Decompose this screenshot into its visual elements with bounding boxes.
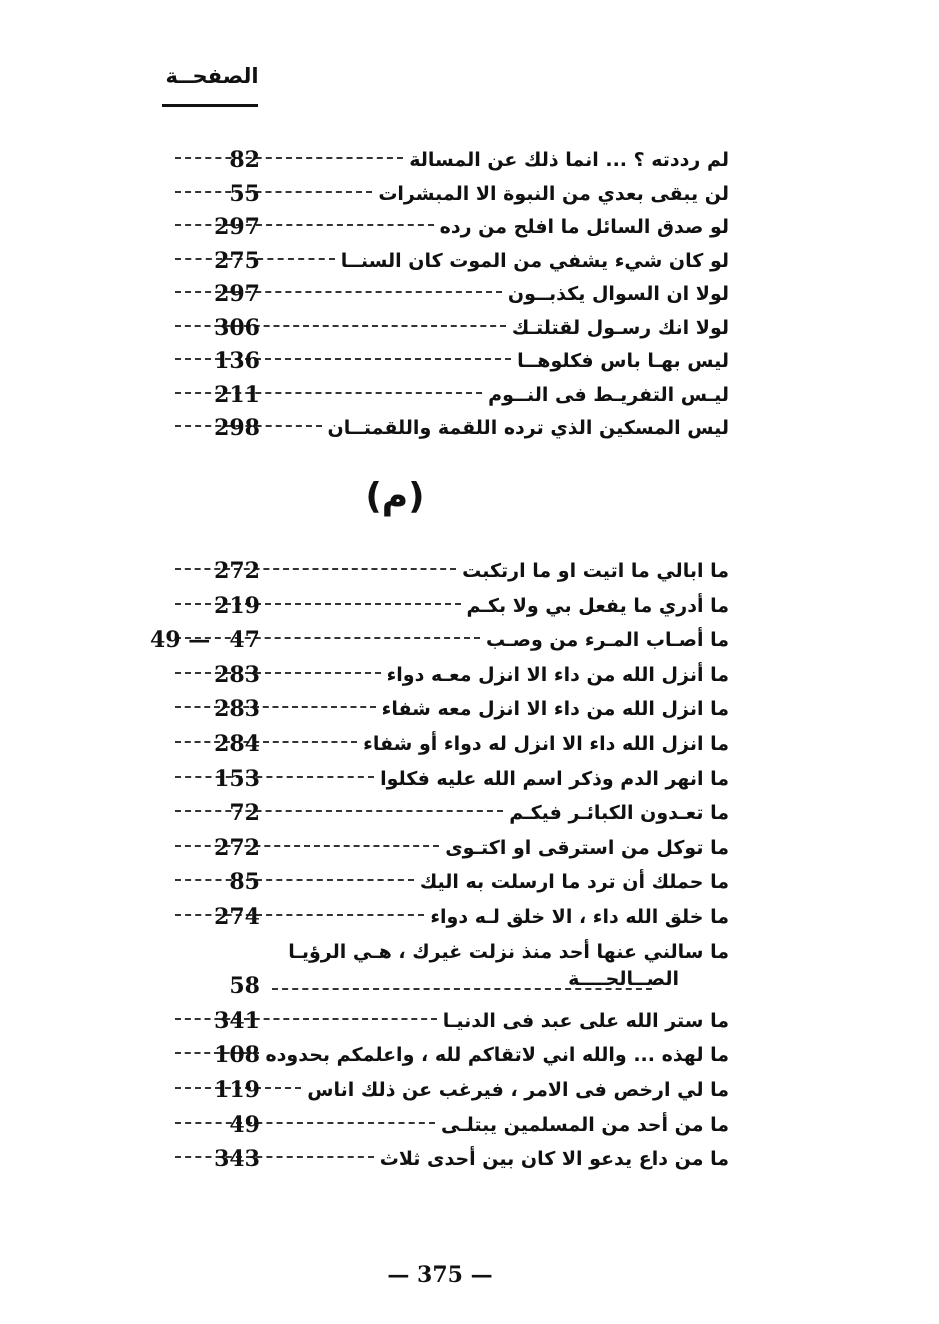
entry-text: ليس المسكين الذي ترده اللقمة واللقمتــان <box>327 417 729 439</box>
entry-text: ما ستر الله على عبد فى الدنيـا <box>442 1009 729 1032</box>
entry-text: ما توكل من استرقى او اكتـوى <box>445 836 729 859</box>
entry-text: ما حملك أن ترد ما ارسلت به اليك <box>419 871 729 894</box>
entry-page-number: 297 <box>214 214 260 240</box>
entry-text: ليس بهـا باس فكلوهــا <box>517 350 729 372</box>
entry-page-number: 58 <box>229 973 260 1000</box>
entry-text: ما أنزل الله من داء الا انزل معـه دواء <box>386 663 729 686</box>
entry-page-number: 272 <box>214 558 260 584</box>
leader-dots <box>272 988 652 990</box>
entry-page-number: 82 <box>229 147 260 173</box>
page-column-header: الصفحــة <box>165 64 259 88</box>
entry-continuation-text: الصــالحــــة <box>568 968 679 991</box>
entry-page-number: 72 <box>229 800 260 827</box>
entry-text: ما لي ارخص فى الامر ، فيرغب عن ذلك اناس <box>307 1079 729 1101</box>
entry-text: ما ابالي ما اتيت او ما ارتكبت <box>462 560 729 582</box>
header-underline <box>162 104 258 107</box>
section-heading-mim: (م) <box>365 476 425 517</box>
entry-text: ليـس التفريـط فى النــوم <box>488 383 729 406</box>
entry-page-number: 298 <box>214 415 260 441</box>
entry-page-range-end: 49 — <box>150 627 211 654</box>
entry-page-number: 219 <box>214 592 260 619</box>
entry-text: ما انزل الله داء الا انزل له دواء أو شفاء <box>363 733 729 755</box>
entry-page-number: 297 <box>214 281 260 307</box>
entry-text: لولا ان السوال يكذبــون <box>507 283 729 305</box>
entry-page-number: 108 <box>214 1042 260 1069</box>
entry-text: ما أدري ما يفعل بي ولا بكـم <box>466 594 729 617</box>
entry-page-number: 272 <box>214 834 260 861</box>
entry-page-number: 283 <box>214 661 260 688</box>
entry-page-number: 343 <box>214 1146 260 1173</box>
entry-text: لولا انك رسـول لقتلتـك <box>511 316 729 339</box>
page-number: — 375 — <box>387 1262 493 1288</box>
entry-page-number: 55 <box>229 180 260 207</box>
entry-text: لم رددته ؟ ... انما ذلك عن المسالة <box>409 149 729 171</box>
index-entry <box>169 937 729 967</box>
entry-page-number: 274 <box>214 904 260 930</box>
entry-text: لن يبقى بعدي من النبوة الا المبشرات <box>378 182 729 205</box>
entry-page-number: 341 <box>214 1007 260 1034</box>
entry-page-number: 47 <box>229 627 260 654</box>
entry-text: ما تعـدون الكبائـر فيكـم <box>509 802 729 825</box>
entry-text: ما من داع يدعو الا كان بين أحدى ثلاث <box>379 1148 729 1171</box>
entry-page-number: 85 <box>229 869 260 896</box>
entry-page-number: 153 <box>214 765 260 792</box>
entry-page-number: 284 <box>214 731 260 757</box>
entry-text: ما خلق الله داء ، الا خلق لـه دواء <box>430 906 729 928</box>
entry-text: لو كان شيء يشفي من الموت كان السنــا <box>340 249 729 272</box>
entry-text: ما أصـاب المـرء من وصـب <box>485 629 729 652</box>
entry-text: ما لهذه ... والله اني لاتقاكم لله ، واعلمكم بحدوده <box>265 1044 729 1067</box>
entry-page-number: 306 <box>214 314 260 341</box>
entry-text: لو صدق السائل ما افلح من رده <box>439 216 729 238</box>
entry-page-number: 275 <box>214 247 260 274</box>
entry-page-number: 119 <box>214 1077 260 1103</box>
entry-text: ما من أحد من المسلمين يبتلـى <box>440 1113 729 1136</box>
entry-text: ما انزل الله من داء الا انزل معه شفاء <box>381 698 729 721</box>
entry-page-number: 49 <box>229 1111 260 1138</box>
entry-page-number: 211 <box>214 381 260 408</box>
entry-text: ما سالني عنها أحد منذ نزلت غيرك ، هـي الرؤيـا <box>288 940 729 963</box>
entry-page-number: 283 <box>214 696 260 723</box>
entry-text: ما انهر الدم وذكر اسم الله عليه فكلوا <box>380 767 729 790</box>
entry-page-number: 136 <box>214 348 260 374</box>
